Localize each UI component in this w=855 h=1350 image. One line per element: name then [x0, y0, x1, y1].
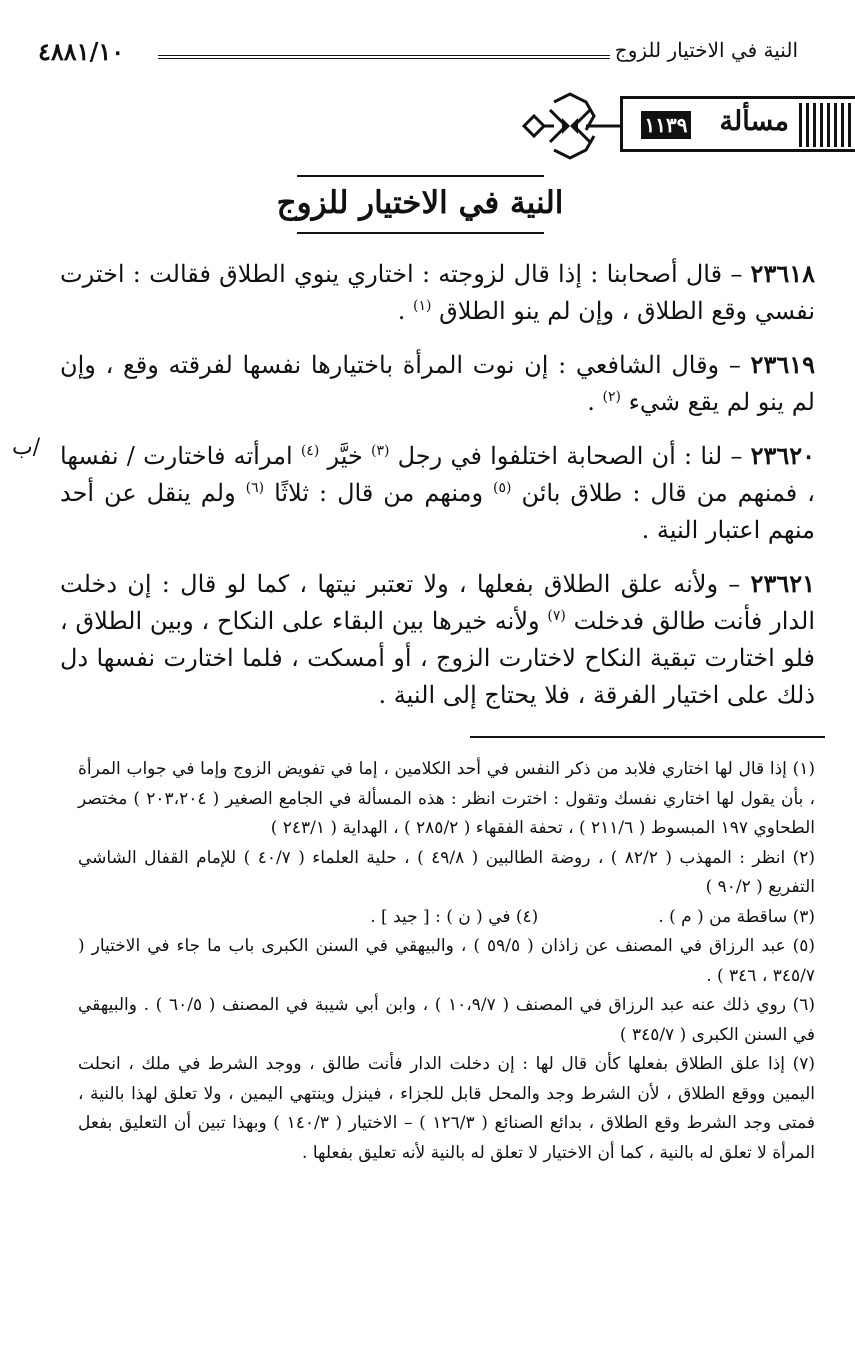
- paragraph-text: خيَّر: [319, 442, 371, 470]
- paragraph-number: ٢٣٦١٩: [750, 350, 815, 379]
- paragraph-text: – لنا : أن الصحابة اختلفوا في رجل: [389, 442, 751, 470]
- footnote-pair: [78, 903, 815, 933]
- page-reference: ٤٨٨١/١٠: [38, 37, 125, 66]
- paragraph-text: – قال أصحابنا : إذا قال لزوجته : اختاري ينوي الطلاق فقالت : اخترت نفسي وقع الطلاق ، وإن لم ينو الطلاق: [60, 260, 815, 325]
- footnotes: [78, 755, 815, 1168]
- footnote-marker[interactable]: (٤): [300, 443, 320, 459]
- paragraph: [60, 346, 815, 421]
- footnote-marker[interactable]: (٧): [547, 608, 566, 624]
- footnote: (٣) ساقطة من ( م ) .: [658, 906, 815, 927]
- paragraph-text: امرأته فاختارت / نفسها ، فمنهم من قال : طلاق بائن: [60, 442, 815, 507]
- footnote: (٧) إذا علق الطلاق بفعلها كأن قال لها : إن دخلت الدار فأنت طالق ، ووجد الشرط في ملك ، انحلت اليمين ووقع الطلاق ، لأن الشرط وجد والمحل قابل للجزاء ، فينزل وينتهي اليمين ، ولا تعلق لهذا بالنية ، فمتى وجد الشرط وقع الطلاق ، بدائع الصنائع ( ١٢٦/٣ ) – الاختيار ( ١٤٠/٣ ) وبهذا تبين أن التعليق بفعل المرأة لا تعلق له بالنية ، كما أن الاختيار لا تعلق له بالنية لأنه تعليق بفعلها .: [78, 1054, 815, 1163]
- banner-frame: [620, 96, 855, 152]
- footnote-marker[interactable]: (١): [412, 298, 432, 314]
- footnote: (٦) روي ذلك عنه عبد الرزاق في المصنف ( ١٠،٩/٧ ) ، وابن أبي شيبة في المصنف ( ٦٠/٥ ) . والبيهقي في السنن الكبرى ( ٣٤٥/٧ ): [78, 995, 815, 1045]
- footnote: (٢) انظر : المهذب ( ٨٢/٢ ) ، روضة الطالبين ( ٤٩/٨ ) ، حلية العلماء ( ٤٠/٧ ) للإمام القفال الشاشي التفريع ( ٩٠/٢ ): [78, 847, 815, 897]
- paragraph: [60, 255, 815, 330]
- footnote: (٥) عبد الرزاق في المصنف عن زاذان ( ٥٩/٥ ) ، والبيهقي في السنن الكبرى باب ما جاء في الاختيار ( ٣٤٥/٧ ، ٣٤٦ ) .: [78, 936, 815, 986]
- footnote-marker[interactable]: (٦): [245, 480, 265, 496]
- paragraph-text: .: [397, 297, 413, 325]
- footnote: (٤) في ( ن ) : [ جيد ] .: [370, 906, 539, 927]
- paragraph-text: ومنهم من قال : ثلاثًا: [264, 479, 494, 507]
- title-rule-top: [297, 175, 544, 177]
- paragraph-number: ٢٣٦٢٠: [750, 441, 816, 470]
- footnote-marker[interactable]: (٢): [602, 389, 621, 405]
- chapter-title: النية في الاختيار للزوج: [276, 185, 564, 221]
- paragraph-text: – ولأنه علق الطلاق بفعلها ، ولا تعتبر نيتها ، كما لو قال : إن دخلت الدار فأنت طالق فدخلت: [60, 570, 815, 635]
- paragraph-text: ولم ينقل عن أحد منهم اعتبار النية .: [60, 479, 815, 544]
- paragraph: [60, 565, 815, 714]
- title-rule-bottom: [297, 232, 544, 234]
- paragraph-text: – وقال الشافعي : إن نوت المرأة باختيارها نفسها لفرقته وقع ، وإن لم ينو لم يقع شيء: [60, 351, 815, 416]
- footnote-marker[interactable]: (٥): [493, 480, 512, 496]
- paragraph: [60, 437, 815, 549]
- header-rule: [158, 55, 610, 59]
- masala-banner: [520, 90, 855, 162]
- paragraph-text: .: [587, 388, 603, 416]
- paragraph-number: ٢٣٦١٨: [750, 259, 815, 288]
- footnote: (١) إذا قال لها اختاري فلابد من ذكر النفس في أحد الكلامين ، إما في تفويض الزوج وإما في جواب المرأة ، بأن يقول لها اختاري نفسك وتقول : اخترت انظر : هذه المسألة في الجامع الصغير ( ٢٠٣،٢٠٤ ) مختصر الطحاوي ١٩٧ المبسوط ( ٢١١/٦ ) ، تحفة الفقهاء ( ٢٨٥/٢ ) ، الهداية ( ٢٤٣/١ ): [78, 759, 815, 838]
- running-header: [38, 38, 798, 72]
- paragraph-text: ولأنه خيرها بين البقاء على النكاح ، وبين الطلاق ، فلو اختارت تبقية النكاح لاختارت الزوج ، أو أمسكت ، فلما اختارت نفسها دل ذلك على اختيار الفرقة ، فلا يحتاج إلى النية .: [60, 607, 815, 709]
- running-title: النية في الاختيار للزوج: [614, 38, 798, 62]
- ornament-icon: [520, 90, 620, 162]
- paragraph-number: ٢٣٦٢١: [750, 569, 815, 598]
- margin-note: /ب: [12, 435, 41, 460]
- main-text: [60, 255, 815, 730]
- footnote-rule: [470, 736, 825, 738]
- masala-label: مسألة: [719, 106, 789, 137]
- footnote-marker[interactable]: (٣): [371, 443, 390, 459]
- masala-number: ١١٣٩: [641, 111, 691, 139]
- banner-stripes: [799, 103, 855, 147]
